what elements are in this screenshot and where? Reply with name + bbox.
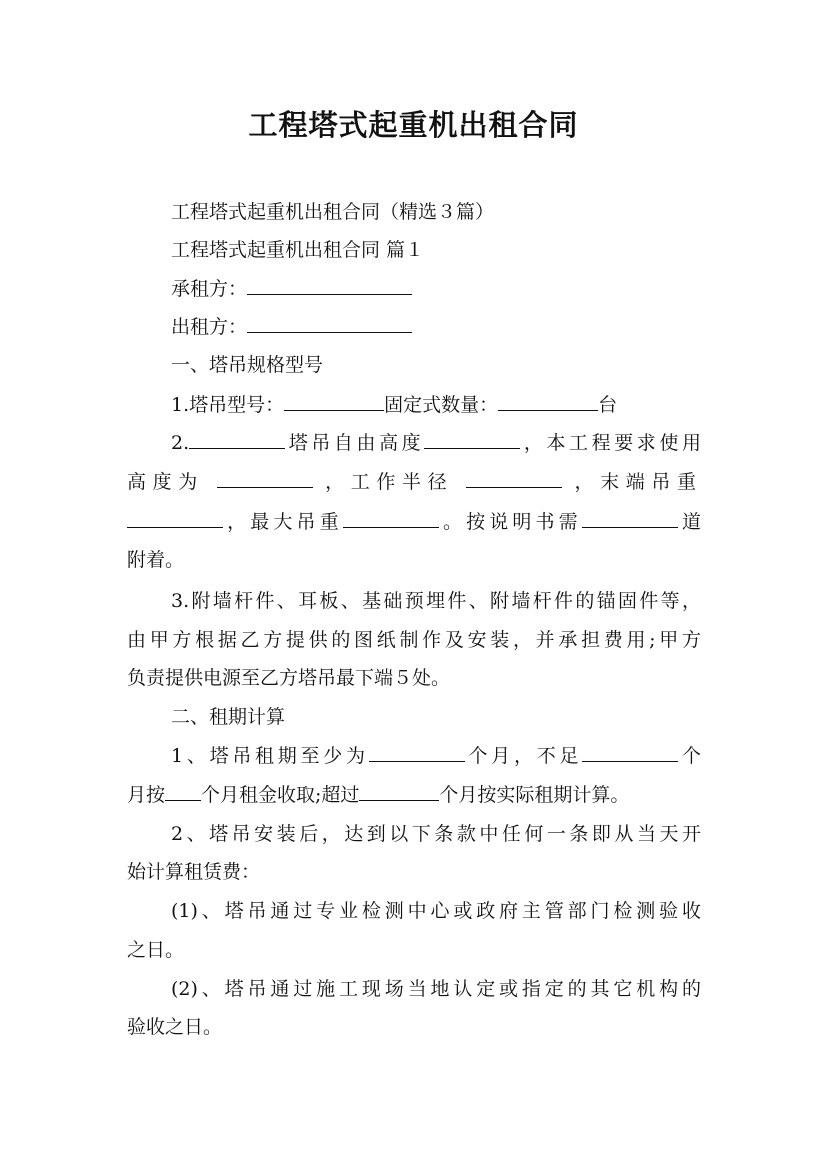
lessee-line [171, 270, 701, 308]
blank [217, 466, 313, 488]
s1-paragraph3-line2: 由甲方根据乙方提供的图纸制作及安装，并承担费用;甲方 [127, 629, 701, 651]
s1-p2-text: 高度为 [127, 471, 204, 493]
lessor-label: 出租方： [171, 316, 248, 338]
blank [582, 740, 678, 762]
s2-paragraph1-line2 [127, 776, 701, 814]
subtitle: 工程塔式起重机出租合同（精选３篇） [171, 201, 495, 223]
s1-paragraph2-line2 [127, 463, 701, 501]
s1-paragraph2-line3 [127, 503, 701, 541]
lessee-blank [247, 273, 412, 295]
part-heading: 工程塔式起重机出租合同 篇１ [171, 239, 425, 261]
s2-paragraph4-line2: 验收之日。 [127, 1016, 223, 1038]
s1-p2-text: ，本工程要求使用 [520, 432, 701, 454]
s1-p2-text: ，工作半径 [325, 471, 454, 493]
s1-p2-text: 。按说明书需 [438, 511, 582, 533]
s1-paragraph3-line1: 3.附墙杆件、耳板、基础预埋件、附墙杆件的锚固件等， [171, 590, 701, 612]
s1-paragraph3-line3: 负责提供电源至乙方塔吊最下端５处。 [127, 667, 451, 689]
blank [466, 466, 562, 488]
blank [343, 506, 439, 528]
s1-p2-text: ，末端吊重 [574, 471, 701, 493]
s2-paragraph2-line1: 2、塔吊安装后，达到以下条款中任何一条即从当天开 [171, 823, 701, 845]
s2-paragraph4-line1: (2)、塔吊通过施工现场当地认定或指定的其它机构的 [171, 978, 701, 1000]
blank [189, 427, 285, 449]
s2-paragraph3-line1: (1)、塔吊通过专业检测中心或政府主管部门检测验收 [171, 900, 701, 922]
s1-p2-text: 道 [677, 511, 701, 533]
blank [498, 389, 598, 411]
s1-p1-text: 固定式数量： [384, 394, 499, 416]
s2-p1-text: 个 [678, 745, 701, 767]
lessor-line [171, 308, 701, 346]
lessor-blank [247, 311, 412, 333]
s1-p2-text: ，最大吊重 [223, 511, 343, 533]
blank [424, 427, 520, 449]
s2-p1-text: 月按 [127, 784, 166, 806]
s2-p1-text: 个月，不足 [464, 745, 583, 767]
blank [582, 506, 678, 528]
s1-paragraph2-line4: 附着。 [127, 549, 185, 571]
s1-paragraph1 [171, 386, 701, 424]
s1-p2-text: 2. [171, 432, 190, 454]
s1-p1-text: 台 [598, 394, 618, 416]
blank [284, 389, 384, 411]
s2-p1-text: 个月租金收取;超过 [201, 784, 360, 806]
lessee-label: 承租方： [171, 278, 248, 300]
s2-paragraph3-line2: 之日。 [127, 939, 185, 961]
blank [165, 779, 201, 801]
section1-heading: 一、塔吊规格型号 [171, 354, 324, 376]
s2-p1-text: 1、塔吊租期至少为 [171, 745, 369, 767]
document-title: 工程塔式起重机出租合同 [248, 108, 579, 142]
s1-p1-text: 1.塔吊型号： [171, 394, 285, 416]
s2-paragraph1-line1 [171, 737, 701, 775]
blank [127, 506, 223, 528]
s1-p2-text: 塔吊自由高度 [285, 432, 425, 454]
blank [369, 740, 465, 762]
s2-p1-text: 个月按实际租期计算。 [439, 784, 630, 806]
s1-paragraph2-line1 [171, 424, 701, 462]
s2-paragraph2-line2: 始计算租赁费： [127, 861, 261, 883]
section2-heading: 二、租期计算 [171, 706, 286, 728]
blank [359, 779, 439, 801]
